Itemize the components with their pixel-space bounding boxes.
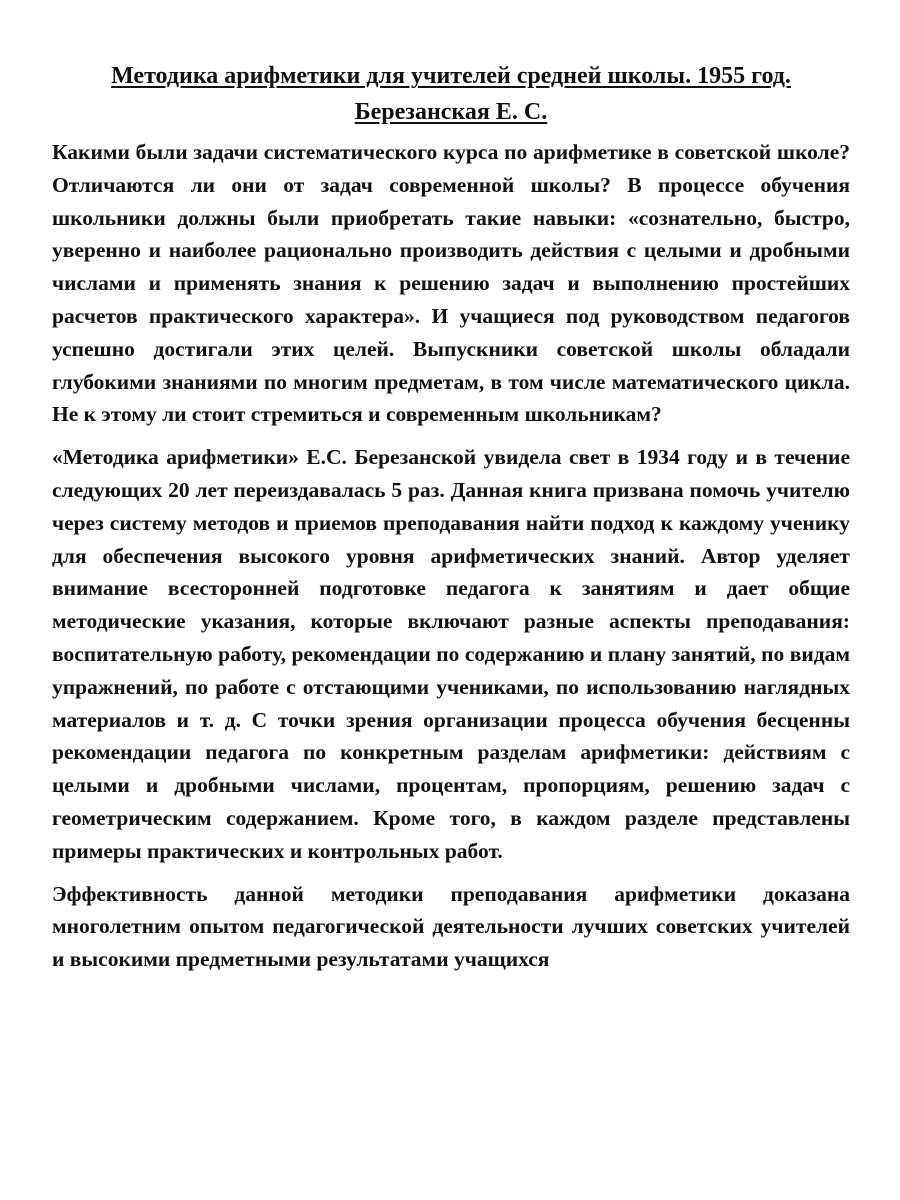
paragraph-conclusion: Эффективность данной методики преподавания арифметики доказана многолетним опытом педагогической деятельности лучших советских учителей и высокими предметными результатами учащихся: [52, 881, 850, 972]
document-title: [52, 58, 850, 130]
title-line-1: Методика арифметики для учителей средней школы. 1955 год.: [111, 63, 791, 89]
title-line-2: Березанская Е. С.: [354, 99, 548, 125]
paragraph-book-description: «Методика арифметики» Е.С. Березанской увидела свет в 1934 году и в течение следующих 20 лет переиздавалась 5 раз. Данная книга призвана помочь учителю через систему методов и приемов преподавания найти подход к каждому ученику для обеспечения высокого уровня арифметических знаний. Автор уделяет внимание всесторонней подготовке педагога к занятиям и дает общие методические указания, которые включают разные аспекты преподавания: воспитательную работу, рекомендации по содержанию и плану занятий, по видам упражнений, по работе с отстающими учениками, по использованию наглядных материалов и т. д. С точки зрения организации процесса обучения бесценны рекомендации педагога по конкретным разделам арифметики: действиям с целыми и дробными числами, процентам, пропорциям, решению задач с геометрическим содержанием. Кроме того, в каждом разделе представлены примеры практических и контрольных работ.: [52, 445, 850, 863]
paragraph-intro: Какими были задачи систематического курса по арифметике в советской школе? Отличаются ли они от задач современной школы? В процессе обучения школьники должны были приобретать такие навыки: «сознательно, быстро, уверенно и наиболее рационально производить действия с целыми и дробными числами и применять знания к решению задач и выполнению простейших расчетов практического характера». И учащиеся под руководством педагогов успешно достигали этих целей. Выпускники советской школы обладали глубокими знаниями по многим предметам, в том числе математического цикла. Не к этому ли стоит стремиться и современным школьникам?: [52, 140, 850, 427]
document-page: [52, 58, 850, 986]
